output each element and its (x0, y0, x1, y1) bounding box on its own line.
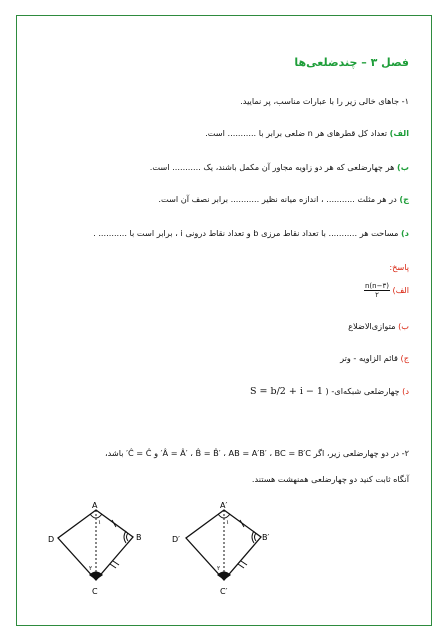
q1-intro: ۱- جاهای خالی زیر را با عبارات مناسب، پر نمایید. (240, 96, 409, 106)
answer-c (340, 353, 409, 363)
q1-b (150, 162, 409, 172)
answer-d-text: چهارضلعی شبکه‌ای- ( (325, 386, 400, 396)
angle-b-left-inner (127, 533, 129, 541)
q1-c-label: ج) (399, 194, 409, 204)
chapter-title: فصل ۳ – چندضلعی‌ها (294, 56, 409, 69)
q1-a-text: تعداد کل قطرهای هر n ضلعی برابر با ........... است. (205, 128, 388, 138)
answer-d-label: د) (402, 386, 409, 396)
quad-left-outline (58, 510, 133, 580)
tick-bc-left-1 (110, 564, 116, 568)
answer-a-numerator: n(n−۳) (364, 282, 389, 290)
q1-b-label: ب) (397, 162, 409, 172)
answer-a-denominator: ۲ (375, 291, 379, 299)
q1-b-text: هر چهارضلعی که هر دو زاویه مجاور آن مکمل باشند، یک ........... است. (149, 162, 395, 172)
answer-b-text: متوازی‌الاضلاع (348, 321, 396, 331)
vertex-d-left: D (48, 535, 55, 544)
answer-b-label: ب) (398, 321, 409, 331)
q1-c (158, 194, 409, 204)
angle-c-left (89, 572, 103, 581)
angle-num1-left: ۱ (98, 519, 102, 526)
q1-c-text: در هر مثلث ........... ، اندازه میانه نظیر ........... برابر نصف آن است. (158, 194, 397, 204)
vertex-a-left: A (92, 501, 98, 510)
tick-bc-right-2 (241, 561, 247, 565)
angle-b-right-inner (255, 533, 257, 541)
q1-a-label: الف) (389, 128, 409, 138)
vertex-b-right: B′ (262, 533, 270, 542)
vertex-b-left: B (136, 533, 142, 542)
q1-d-label: د) (401, 228, 409, 238)
answer-a-fraction (364, 282, 390, 299)
answer-b (348, 321, 409, 331)
vertex-a-right: A′ (220, 501, 228, 510)
vertex-d-right: D′ (172, 535, 180, 544)
answer-a (360, 282, 409, 299)
q2-line2: آنگاه ثابت کنید دو چهارضلعی همنهشت هستند. (251, 474, 409, 484)
answer-c-label: ج) (400, 353, 409, 363)
angle-num1-right: ۱ (226, 519, 230, 526)
answer-c-text: قائم الزاویه - وتر (340, 353, 398, 363)
q1-a (205, 128, 409, 138)
angle-num2-right: ۲ (217, 565, 221, 572)
tick-bc-left-2 (113, 561, 119, 565)
vertex-c-right: C′ (220, 587, 228, 596)
q1-d (93, 228, 409, 238)
angle-b-right (252, 531, 254, 543)
angle-c-right (217, 572, 231, 581)
answer-d (250, 386, 409, 397)
vertex-c-left: C (92, 587, 98, 596)
answer-heading: پاسخ: (389, 262, 409, 272)
answer-a-label: الف) (392, 285, 409, 295)
figure-right (168, 500, 278, 600)
figure-left (40, 500, 150, 600)
q1-d-text: مساحت هر ........... با تعداد نقاط مرزی b و تعداد نقاط درونی i ، برابر است با ........... . (93, 228, 399, 238)
angle-num2-left: ۲ (89, 565, 93, 572)
quad-right-outline (186, 510, 261, 580)
tick-bc-right-1 (238, 564, 244, 568)
angle-b-left (124, 531, 126, 543)
q2-line1: ۲- در دو چهارضلعی زیر، اگر Â = Â′ ، B̂ = B̂′ ، AB = A′B′ ، BC = B′C′ و Ĉ = Ĉ′ باشد، (104, 448, 409, 458)
answer-d-formula: S = b/2 + i − 1 (250, 386, 323, 397)
